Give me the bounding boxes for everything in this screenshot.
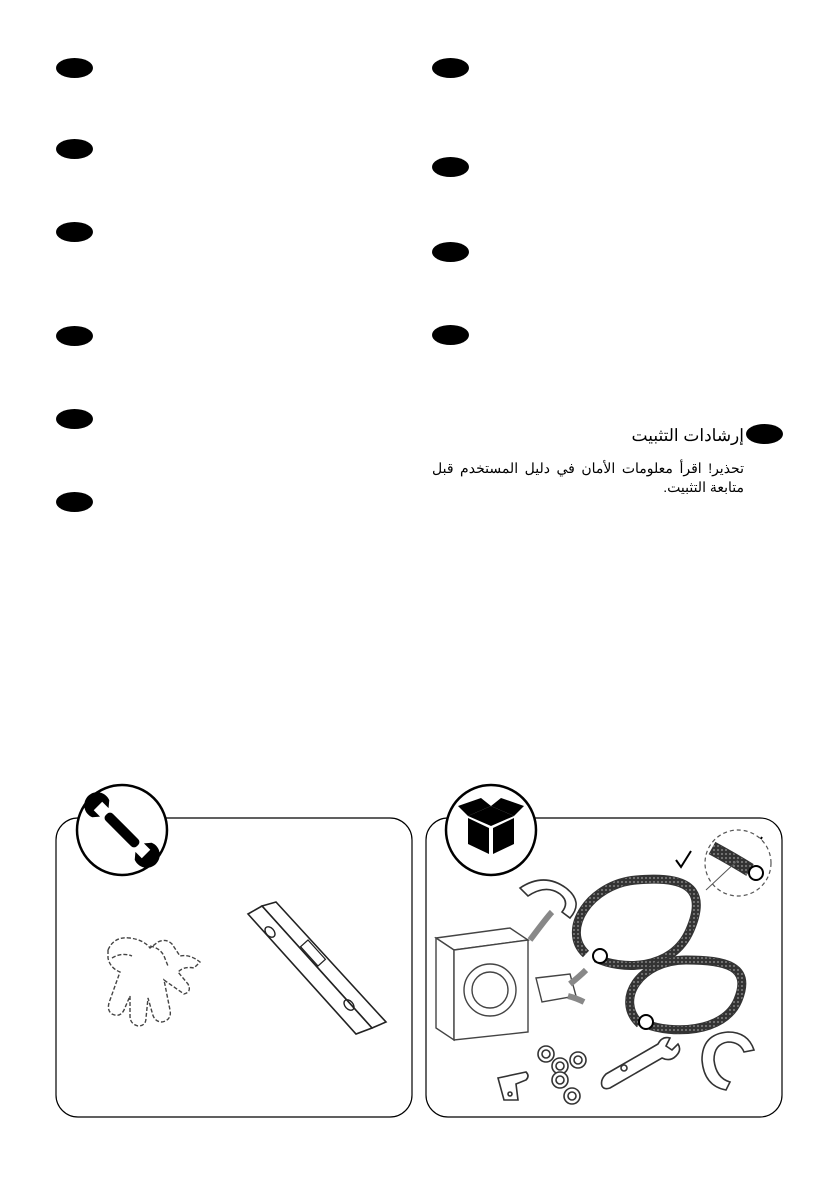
caps-icon [538,1046,586,1104]
spirit-level-icon [248,902,386,1034]
transit-bolt-icon [498,1072,528,1100]
warning-text: تحذير! اقرأ معلومات الأمان في دليل المستخدم قبل متابعة التثبيت. [432,460,744,495]
gloves-icon [108,938,200,1026]
washing-machine-icon [436,912,586,1040]
tools-panel [56,785,412,1117]
hose-icon [576,879,741,1030]
spanner-icon [602,1038,680,1089]
section-title: إرشادات التثبيت [631,426,744,445]
box-contents-panel [426,785,782,1117]
hose-icon [705,830,771,896]
